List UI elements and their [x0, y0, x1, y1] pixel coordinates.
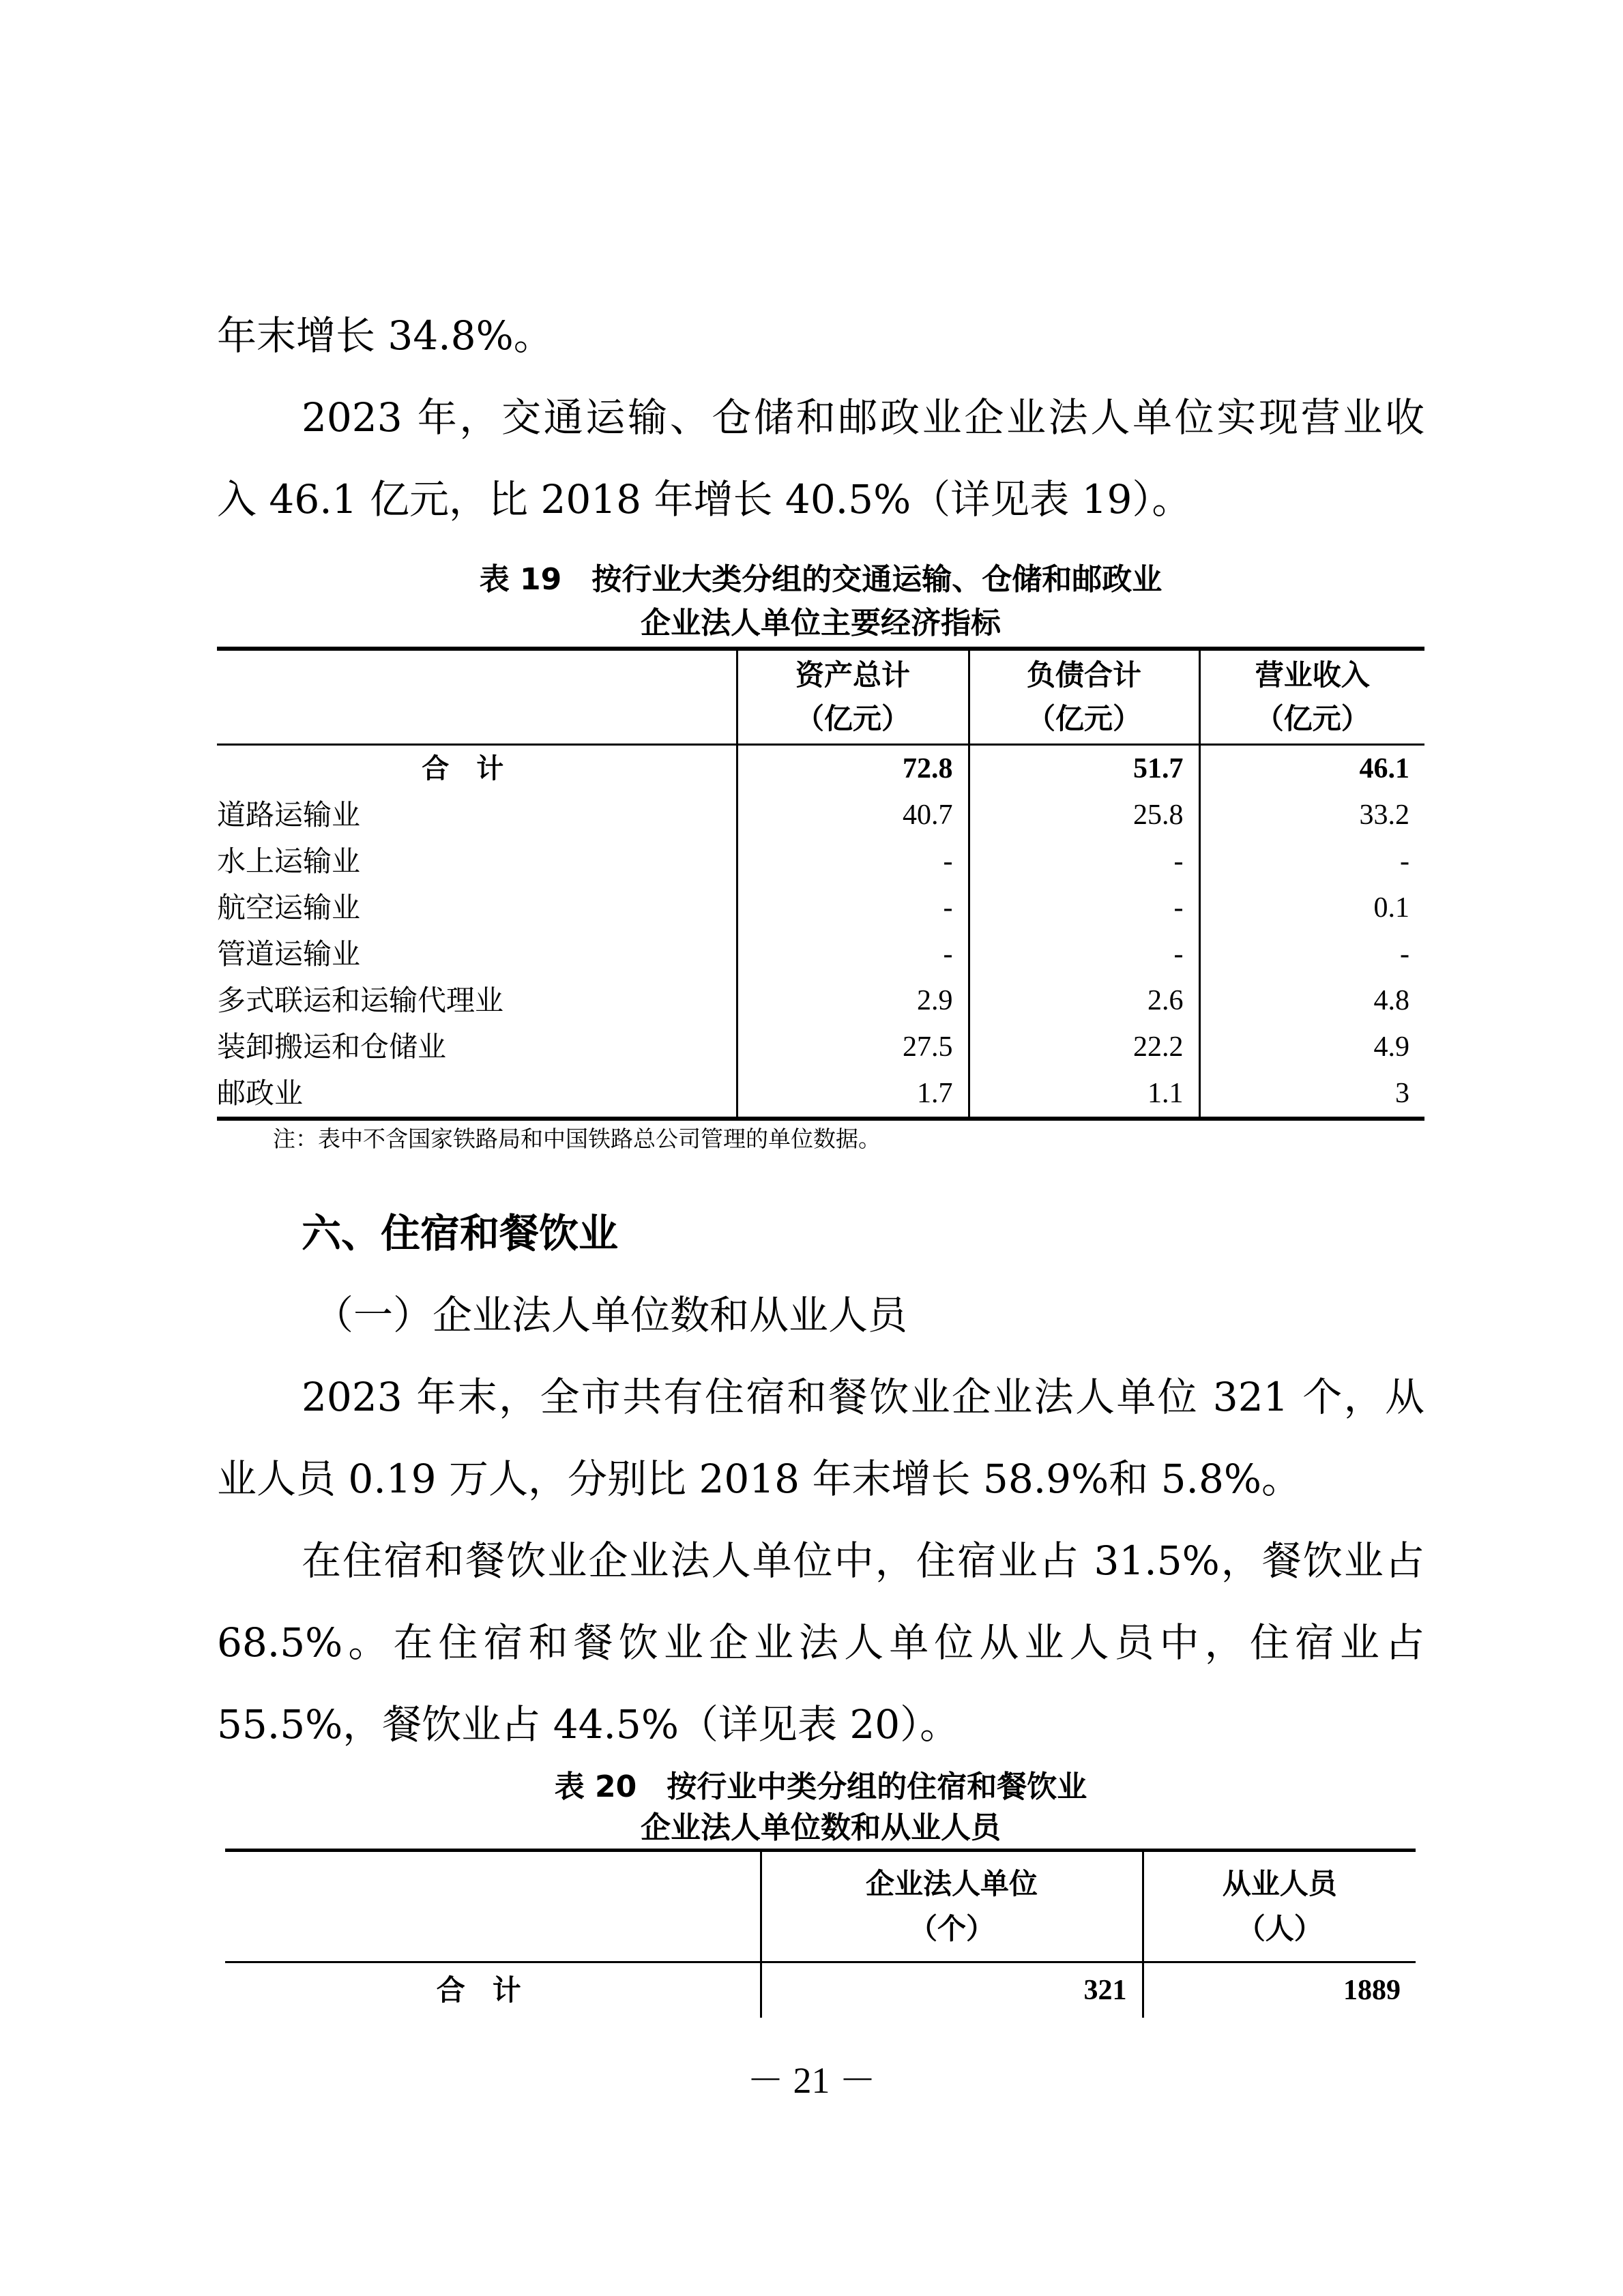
table-cell-name: 多式联运和运输代理业 [217, 984, 504, 1017]
paragraph-units-line1: 2023 年末，全市共有住宿和餐饮业企业法人单位 321 个，从 [302, 1374, 1424, 1420]
table-cell-value: - [737, 885, 969, 931]
table19-caption-line1: 表 19 按行业大类分组的交通运输、仓储和邮政业 [479, 562, 1163, 597]
table-row [217, 1024, 1424, 1070]
table19-header-row [217, 649, 1424, 745]
table20-header-blank [225, 1851, 761, 1962]
table-cell-name: 道路运输业 [217, 798, 361, 831]
table-cell-value: 1889 [1143, 1962, 1416, 2018]
table-cell-value: 27.5 [737, 1024, 969, 1070]
table-cell-value: 1.1 [969, 1070, 1199, 1119]
table-row [217, 931, 1424, 977]
table19-total-row [217, 745, 1424, 793]
table-cell-name: 管道运输业 [217, 937, 361, 971]
table-cell-value: 46.1 [1199, 745, 1424, 793]
table-cell-value: 2.9 [737, 977, 969, 1024]
paragraph-share-line3: 55.5%，餐饮业占 44.5%（详见表 20）。 [217, 1701, 960, 1748]
table-cell-value: 40.7 [737, 792, 969, 838]
section-subheading: （一）企业法人单位数和从业人员 [314, 1292, 908, 1338]
table19-caption-line2: 企业法人单位主要经济指标 [641, 606, 1001, 641]
table-cell-value: 0.1 [1199, 885, 1424, 931]
table-cell-name: 装卸搬运和仓储业 [217, 1030, 447, 1063]
table-cell-value: - [969, 931, 1199, 977]
table20-total-row [225, 1962, 1416, 2018]
table-cell-value: - [737, 838, 969, 885]
table20-header-units: 企业法人单位 （个） [761, 1851, 1143, 1962]
paragraph-revenue-line1: 2023 年，交通运输、仓储和邮政业企业法人单位实现营业收 [302, 394, 1424, 441]
table-row [217, 977, 1424, 1024]
paragraph-share-line1: 在住宿和餐饮业企业法人单位中，住宿业占 31.5%，餐饮业占 [302, 1537, 1424, 1584]
table-row [217, 1070, 1424, 1119]
table-cell-name: 合计 [422, 753, 531, 784]
table-cell-name: 邮政业 [217, 1070, 737, 1119]
table-row [217, 838, 1424, 885]
paragraph-continuation: 年末增长 34.8%。 [217, 312, 553, 359]
table-cell-value: 4.9 [1199, 1024, 1424, 1070]
table-cell-value: 321 [761, 1962, 1143, 2018]
table-cell-value: - [969, 838, 1199, 885]
page-number: － 21 － [747, 2060, 876, 2101]
table19-note: 注：表中不含国家铁路局和中国铁路总公司管理的单位数据。 [273, 1125, 881, 1152]
table-cell-name: 航空运输业 [217, 891, 361, 924]
paragraph-share-line2: 68.5%。在住宿和餐饮业企业法人单位从业人员中，住宿业占 [217, 1619, 1424, 1666]
table19-header-liabilities: 负债合计 （亿元） [969, 649, 1199, 745]
table20-caption-line2: 企业法人单位数和从业人员 [641, 1810, 1001, 1845]
table-cell-value: 22.2 [969, 1024, 1199, 1070]
table20-header-row [225, 1851, 1416, 1962]
table19-header-revenue: 营业收入 （亿元） [1199, 649, 1424, 745]
table-cell-value: 2.6 [969, 977, 1199, 1024]
section-heading: 六、住宿和餐饮业 [302, 1210, 619, 1256]
table20-header-employees: 从业人员 （人） [1143, 1851, 1416, 1962]
table-cell-name: 合计 [436, 1973, 549, 2007]
table-cell-value: 25.8 [969, 792, 1199, 838]
paragraph-revenue-line2: 入 46.1 亿元，比 2018 年增长 40.5%（详见表 19）。 [217, 476, 1192, 523]
table-cell-value: - [737, 931, 969, 977]
paragraph-units-line2: 业人员 0.19 万人，分别比 2018 年末增长 58.9%和 5.8%。 [217, 1456, 1301, 1502]
table-cell-value: - [1199, 931, 1424, 977]
table-row [217, 792, 1424, 838]
table-cell-value: 1.7 [737, 1070, 969, 1119]
table-cell-value: 72.8 [737, 745, 969, 793]
table19-header-blank [217, 649, 737, 745]
table-cell-value: 4.8 [1199, 977, 1424, 1024]
table-cell-value: 51.7 [969, 745, 1199, 793]
table-row [217, 885, 1424, 931]
table19 [217, 647, 1424, 1121]
table-cell-value: - [1199, 838, 1424, 885]
table20-caption-line1: 表 20 按行业中类分组的住宿和餐饮业 [554, 1769, 1087, 1804]
table-cell-value: 33.2 [1199, 792, 1424, 838]
table-cell-name: 水上运输业 [217, 844, 361, 878]
table-cell-value: 3 [1199, 1070, 1424, 1119]
table19-header-assets: 资产总计 （亿元） [737, 649, 969, 745]
table-cell-value: - [969, 885, 1199, 931]
table20 [225, 1849, 1416, 2018]
